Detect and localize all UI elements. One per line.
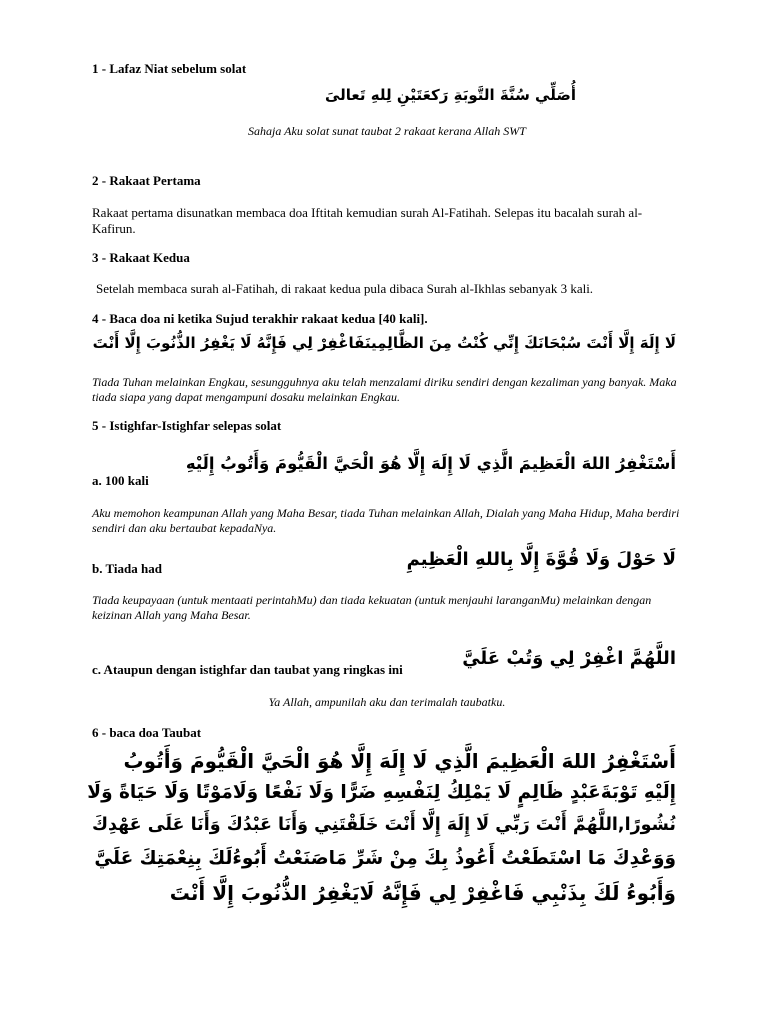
section-5c-translation: Ya Allah, ampunilah aku dan terimalah taubatku. bbox=[268, 695, 506, 709]
doa-taubat-line: وَأَبُوءُ لَكَ بِذَنْبِي فَاغْفِرْ لِي فَإِنَّهُ لَايَغْفِرُ الذُّنُوبَ إِلَّا أَنْتَ bbox=[169, 881, 676, 905]
doa-taubat-line: وَوَعْدِكَ مَا اسْتَطَعْتُ أَعُوذُ بِكَ مِنْ شَرِّ مَاصَنَعْتُ أَبُوءُلَكَ بِنِعْمَتِكَ عَلَيَّ bbox=[94, 848, 676, 869]
doa-taubat-line: نُشُورًا,اللَّهُمَّ أَنْتَ رَبِّي لَا إِلَهَ إِلَّا أَنْتَ خَلَقْتَنِي وَأَنَا عَبْدُكَ وَأَنَا عَلَى عَهْدِكَ bbox=[91, 815, 676, 835]
section-5c-arabic: اللَّهُمَّ اغْفِرْ لِي وَتُبْ عَلَيَّ bbox=[462, 648, 676, 669]
doa-taubat-line: إِلَيْهِ تَوْبَةَعَبْدٍ ظَالِمٍ لَا يَمْلِكُ لِنَفْسِهِ ضَرًّا وَلَا نَفْعًا وَلَامَوْتًا وَلَا حَيَاةً وَلَا bbox=[87, 782, 676, 803]
section-6-heading: 6 - baca doa Taubat bbox=[92, 725, 202, 740]
section-5a-label: a. 100 kali bbox=[92, 473, 149, 488]
section-5b-label: b. Tiada had bbox=[92, 561, 162, 576]
section-5a-arabic: أَسْتَغْفِرُ اللهَ الْعَظِيمَ الَّذِي لَا إِلَهَ إِلَّا هُوَ الْحَيَّ الْقَيُّومَ وَأَتُوبُ إِلَيْهِ bbox=[185, 454, 676, 473]
section-4-arabic: لَا إِلَهَ إِلَّا أَنْتَ سُبْحَانَكَ إِنِّي كُنْتُ مِنَ الظَّالِمِينَفَاغْفِرْ لِي فَإِنَّهُ لَا يَغْفِرُ الذُّنُوبَ إِلَّا أَنْتَ bbox=[92, 334, 676, 352]
section-5c-label: c. Ataupun dengan istighfar dan taubat yang ringkas ini bbox=[92, 662, 403, 677]
section-5a-translation: Aku memohon keampunan Allah yang Maha Besar, tiada Tuhan melainkan Allah, Dialah yang Maha Hidup, Maha berdiri sendiri dan aku bertaubat kepadaNya. bbox=[92, 506, 680, 535]
section-5b-translation: Tiada keupayaan (untuk mentaati perintahMu) dan tiada kekuatan (untuk menjauhi laranganMu) melainkan dengan keizinan Allah yang Maha Besar. bbox=[92, 593, 652, 622]
section-2-heading: 2 - Rakaat Pertama bbox=[92, 173, 201, 188]
section-2-text: Rakaat pertama disunatkan membaca doa Iftitah kemudian surah Al-Fatihah. Selepas itu bacalah surah al-Kafirun. bbox=[92, 205, 643, 236]
section-4-translation: Tiada Tuhan melainkan Engkau, sesungguhnya aku telah menzalami diriku sendiri dengan kezaliman yang banyak. Maka tiada siapa yang dapat mengampuni dosaku melainkan Engkau. bbox=[92, 375, 677, 404]
section-1-arabic: أُصَلِّي سُنَّةَ التَّوبَةِ رَكعَتَيْنِ لِلهِ تَعالىَ bbox=[324, 86, 576, 104]
section-1-translation: Sahaja Aku solat sunat taubat 2 rakaat kerana Allah SWT bbox=[248, 124, 526, 138]
section-1-heading: 1 - Lafaz Niat sebelum solat bbox=[92, 61, 247, 76]
doa-taubat-line: أَسْتَغْفِرُ اللهَ الْعَظِيمَ الَّذِي لَا إِلَهَ إِلَّا هُوَ الْحَيَّ الْقَيُّومَ وَأَتُوبُ bbox=[123, 749, 676, 773]
section-3-heading: 3 - Rakaat Kedua bbox=[92, 250, 190, 265]
section-4-heading: 4 - Baca doa ni ketika Sujud terakhir rakaat kedua [40 kali]. bbox=[92, 311, 428, 326]
section-5b-arabic: لَا حَوْلَ وَلَا قُوَّةَ إِلَّا بِاللهِ الْعَظِيمِ bbox=[406, 549, 676, 570]
section-5-heading: 5 - Istighfar-Istighfar selepas solat bbox=[92, 418, 282, 433]
section-3-text: Setelah membaca surah al-Fatihah, di rakaat kedua pula dibaca Surah al-Ikhlas sebanyak 3 kali. bbox=[96, 281, 594, 296]
